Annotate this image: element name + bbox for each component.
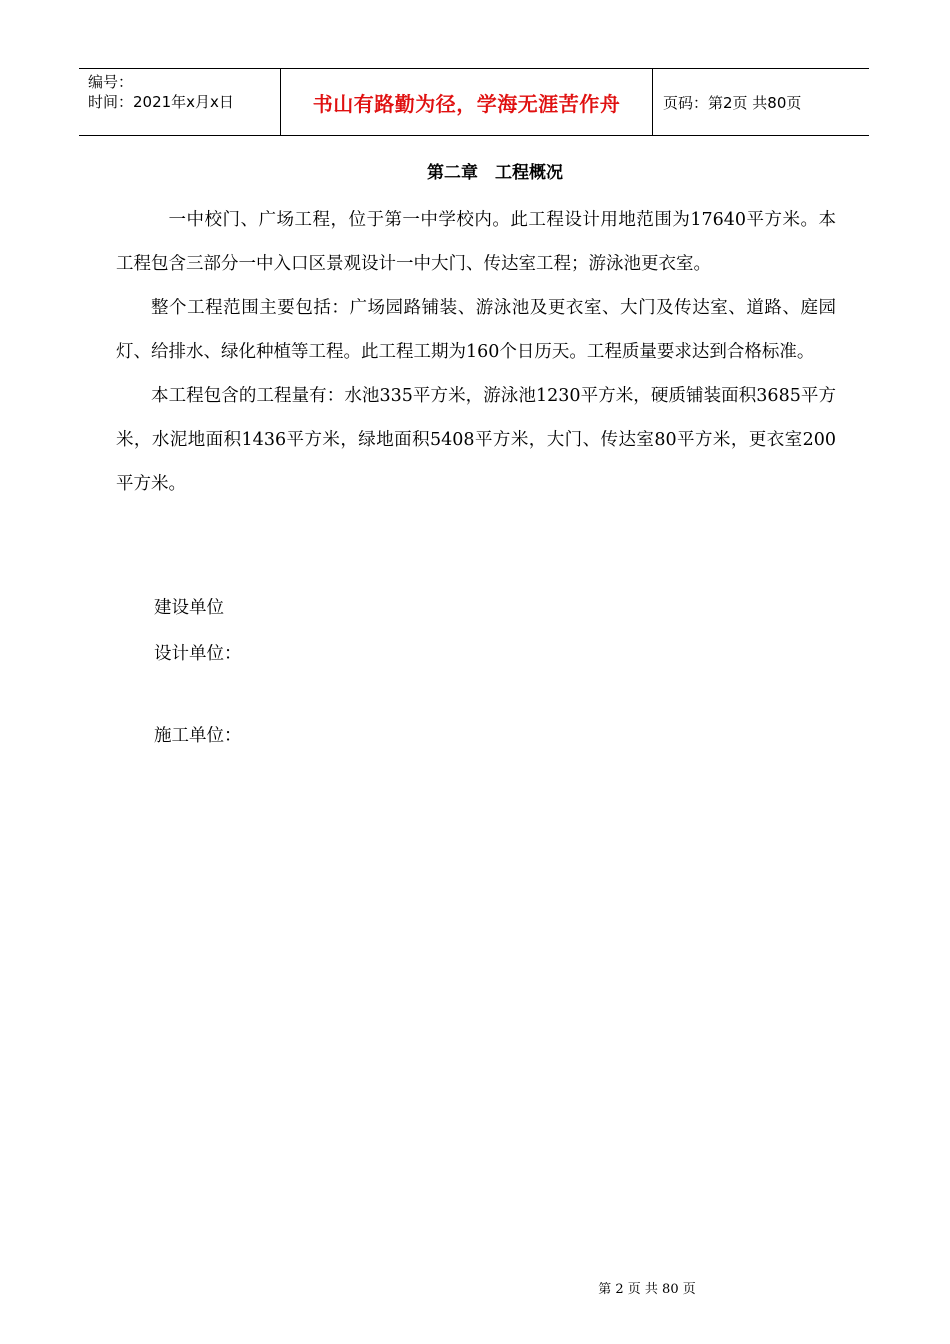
header-motto: 书山有路勤为径，学海无涯苦作舟 — [280, 69, 653, 135]
construction-unit-label: 建设单位 — [154, 598, 224, 618]
paragraph-2: 整个工程范围主要包括：广场园路铺装、游泳池及更衣室、大门及传达室、道路、庭园灯、给排水、绿化种植等工程。此工程工期为160个日历天。工程质量要求达到合格标准。 — [116, 298, 836, 362]
chapter-title: 第二章 工程概况 — [427, 163, 563, 183]
document-header — [79, 68, 869, 136]
design-unit-label: 设计单位： — [154, 644, 242, 664]
paragraph-1: 一中校门、广场工程，位于第一中学校内。此工程设计用地范围为17640平方米。本工程包含三部分一中入口区景观设计一中大门、传达室工程；游泳池更衣室。 — [116, 210, 836, 274]
builder-unit-label: 施工单位： — [154, 726, 242, 746]
number-label: 编号： — [88, 73, 134, 91]
header-meta — [79, 69, 280, 135]
header-page-info: 页码：第2页 共80页 — [663, 93, 802, 112]
page-footer: 第 2 页 共 80 页 — [598, 1282, 696, 1297]
body-text — [116, 198, 836, 506]
time-label: 时间：2021年x月x日 — [88, 93, 234, 111]
paragraph-3: 本工程包含的工程量有：水池335平方米，游泳池1230平方米，硬质铺装面积3685平方米，水泥地面积1436平方米，绿地面积5408平方米，大门、传达室80平方米，更衣室200平方米。 — [116, 386, 836, 494]
